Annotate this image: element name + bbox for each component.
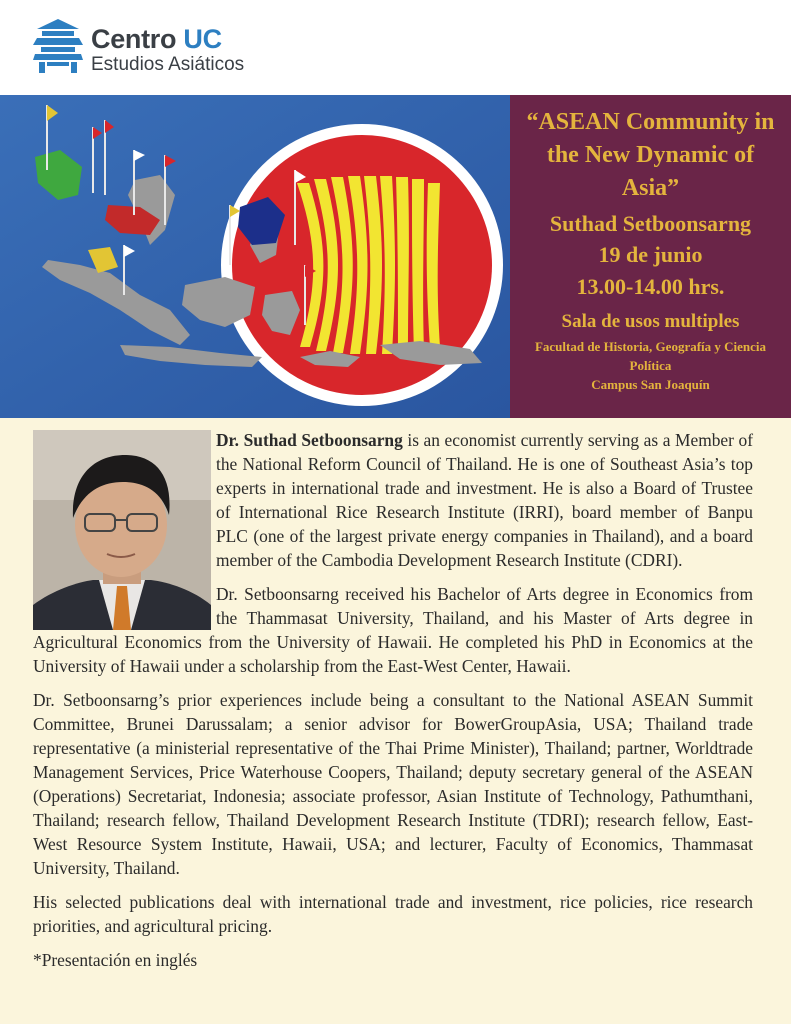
bio-paragraph-2: Dr. Setboonsarng received his Bachelor of Arts degree in Economics from the Thammasat University, Thailand, and his Master of Arts degree in Agricultural Economics from the University of Hawaii. He completed his PhD in Economics at the University of Hawaii under a scholarship from the East-West Center, Hawaii. [33, 584, 753, 676]
logo-text [91, 24, 244, 76]
logo-title [91, 24, 244, 54]
event-date: 19 de junio [598, 242, 703, 267]
bio-paragraph-1-text: is an economist currently serving as a Member of the National Reform Council of Thailand. He is one of Southeast Asia’s top experts in international trade and investment. He is also a Board of Trustee of International Rice Research Institute (IRRI), board member of Banpu PLC (one of the largest private energy companies in Thailand), and a board member of the Cambodia Development Research Institute (CDRI). [216, 430, 753, 570]
event-room: Sala de usos multiples [561, 311, 740, 332]
event-info-panel [510, 95, 791, 418]
bio-section [0, 418, 791, 1024]
bio-text [33, 428, 753, 982]
pagoda-logo-icon [33, 19, 83, 73]
logo-subtitle: Estudios Asiáticos [91, 54, 245, 75]
event-time: 13.00-14.00 hrs. [576, 274, 725, 299]
language-note: *Presentación en inglés [33, 950, 198, 970]
event-speaker: Suthad Setboonsarng [549, 211, 752, 236]
bio-paragraph-3: Dr. Setboonsarng’s prior experiences include being a consultant to the National ASEAN Summit Committee, Brunei Darussalam; a senior advisor for BowerGroupAsia, USA; Thailand trade representative (a ministerial representative of the Thai Prime Minister), Thailand; partner, Worldtrade Management Services, Price Waterhouse Coopers, Thailand; deputy secretary general of the ASEAN (Operations) Secretariat, Indonesia; associate professor, Asian Institute of Technology, Pathumthani, Thailand; research fellow, Thailand Development Research Institute (TDRI); research fellow, East-West Resource System Institute, Hawaii, USA; and lecturer, Faculty of Economics, Thammasat University, Thailand. [33, 690, 753, 878]
event-faculty: Facultad de Historia, Geografía y Ciencia Política [534, 339, 767, 373]
header [0, 0, 791, 95]
logo-title-centro: Centro [91, 24, 177, 54]
event-title: “ASEAN Community in the New Dynamic of Asia” [526, 109, 775, 201]
logo-title-uc: UC [183, 24, 222, 54]
asean-map-illustration [0, 95, 510, 418]
speaker-name: Dr. Suthad Setboonsarng [216, 430, 403, 450]
event-campus: Campus San Joaquín [591, 377, 710, 392]
asean-banner-image [0, 95, 510, 418]
bio-paragraph-4: His selected publications deal with international trade and investment, rice policies, rice research priorities, and agricultural pricing. [33, 892, 753, 936]
